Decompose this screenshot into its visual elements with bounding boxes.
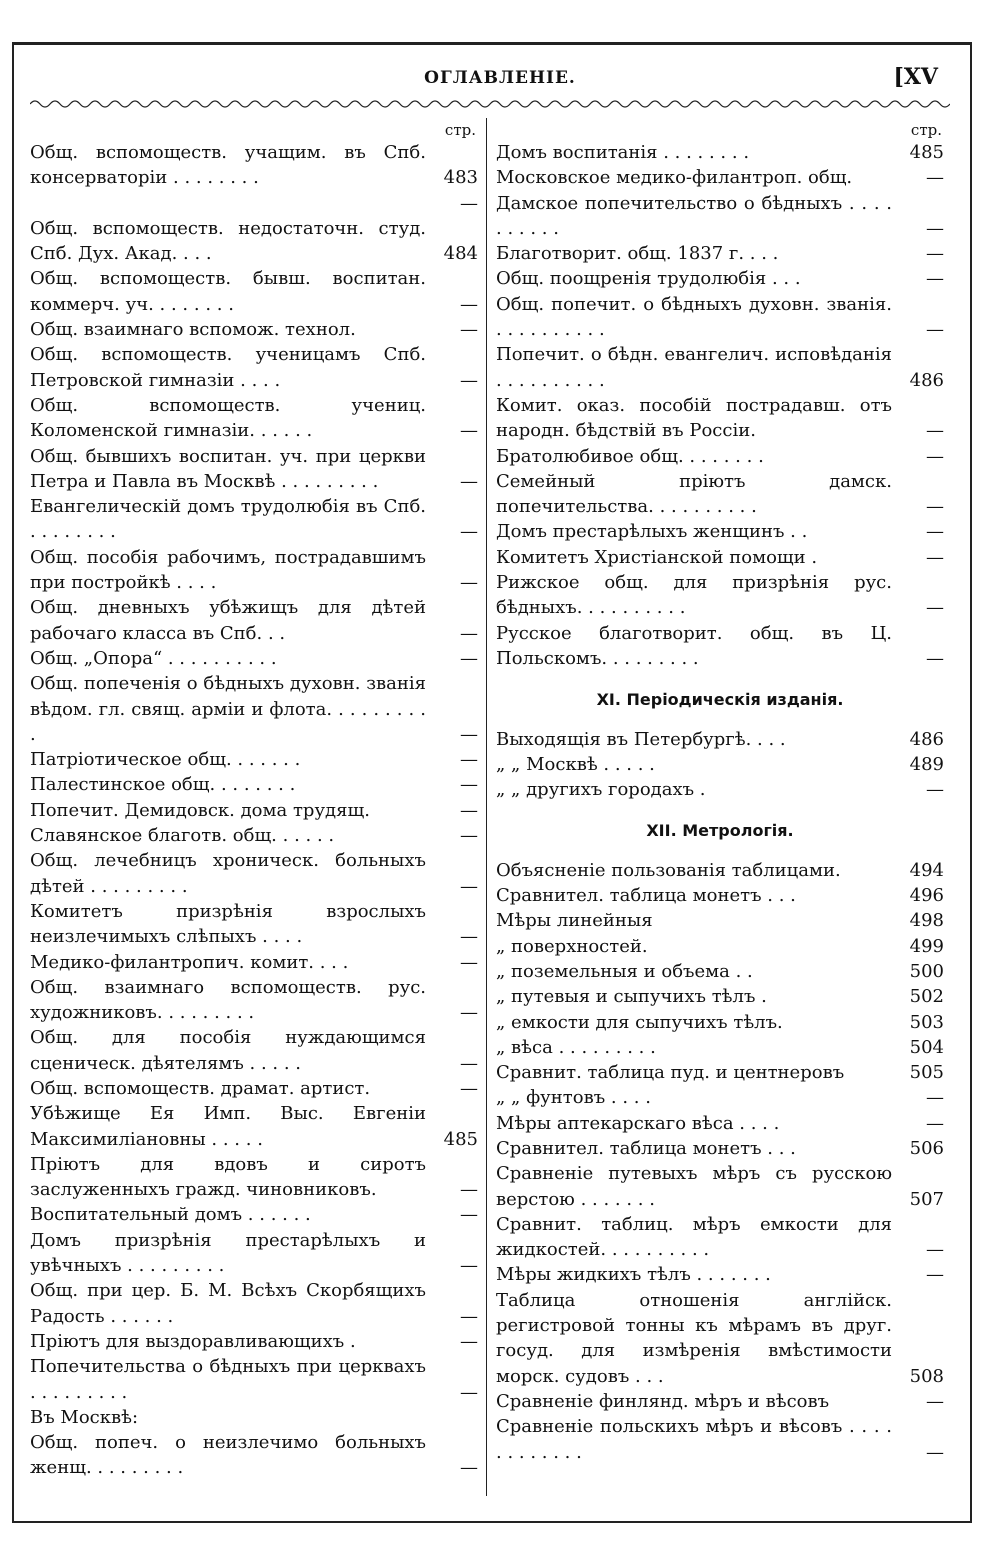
toc-entry-title: Общ. при цер. Б. М. Всѣхъ Скорбящихъ Радость . . . . . . <box>30 1280 426 1327</box>
toc-entry <box>496 1060 944 1085</box>
toc-entry-title: Общ. попеченія о бѣдныхъ духовн. званія вѣдом. гл. свящ. арміи и флота. . . . . . . . . . <box>30 673 426 745</box>
toc-entry-title: „ путевыя и сыпучихъ тѣлъ . <box>496 986 767 1008</box>
toc-entry-title: Общ. вспомоществ. учениц. Коломенской гимназіи. . . . . . <box>30 394 426 442</box>
toc-entry-page: 499 <box>909 935 944 957</box>
toc-entry-page: — <box>926 1264 944 1286</box>
toc-entry-page: — <box>926 1441 944 1463</box>
toc-entry-page: 506 <box>909 1137 944 1159</box>
toc-entry <box>496 469 944 520</box>
toc-entry-page: 507 <box>909 1188 944 1210</box>
toc-entry <box>30 950 478 975</box>
toc-entry-title: Рижское общ. для призрѣнія рус. бѣдныхъ. . . . . . . . . . <box>496 572 892 619</box>
toc-entry <box>30 747 478 772</box>
toc-entry-page: — <box>460 749 478 771</box>
toc-entry-title: Общ. поощренія трудолюбія . . . <box>496 268 801 290</box>
toc-entry-title: Воспитательный домъ . . . . . . <box>30 1204 311 1226</box>
right-column <box>496 120 944 1465</box>
toc-entry-page: 485 <box>909 142 944 163</box>
toc-entry <box>30 1101 478 1152</box>
toc-entry-page: — <box>460 799 478 821</box>
toc-entry-page: 483 <box>443 167 478 189</box>
toc-entry-title: Русское благотворит. общ. въ Ц. Польскомъ. . . . . . . . . <box>496 622 892 669</box>
toc-entry-title: Пріютъ для выздоравливающихъ . <box>30 1330 356 1352</box>
toc-entry-page: 489 <box>909 753 944 775</box>
toc-entry-page: — <box>460 1255 478 1277</box>
toc-entry <box>496 1161 944 1212</box>
toc-entry <box>496 444 944 469</box>
toc-entry <box>496 519 944 544</box>
toc-entry-page: — <box>926 521 944 543</box>
toc-entry-title: „ вѣса . . . . . . . . . <box>496 1036 656 1058</box>
toc-entry-page: — <box>926 243 944 265</box>
toc-entry-page: — <box>926 1390 944 1412</box>
toc-entry <box>30 1405 478 1430</box>
toc-entry-title: Общ. лечебницъ хроническ. больныхъ дѣтей . . . . . . . . . <box>30 850 426 897</box>
toc-entry-page: — <box>926 647 944 669</box>
toc-entry-title: Мѣры линейныя <box>496 910 653 932</box>
toc-entry <box>496 1212 944 1263</box>
column-divider <box>486 118 487 1496</box>
toc-entry-page: — <box>460 572 478 594</box>
toc-entry-title: Медико-филантропич. комит. . . . <box>30 951 349 973</box>
toc-entry <box>30 1152 478 1203</box>
toc-entry-page: — <box>460 622 478 644</box>
toc-entry-title: Пріютъ для вдовъ и сиротъ заслуженныхъ гражд. чиновниковъ. <box>30 1153 426 1201</box>
toc-entry <box>30 1354 478 1405</box>
toc-entry <box>30 444 478 495</box>
toc-entry-page: — <box>460 470 478 492</box>
toc-entry-page: — <box>460 192 478 214</box>
toc-entry-title: Палестинское общ. . . . . . . . <box>30 774 296 796</box>
toc-entry-title: „ поверхностей. <box>496 935 648 957</box>
toc-entry-page: — <box>926 319 944 341</box>
toc-entry <box>30 848 478 899</box>
toc-entry-title: Дамское попечительство о бѣдныхъ . . . . . . . . . . <box>496 192 892 239</box>
toc-entry <box>30 216 478 267</box>
toc-entry <box>496 140 944 165</box>
toc-entry-page: — <box>926 546 944 568</box>
column-head-str: стр. <box>910 121 942 139</box>
toc-entry <box>30 772 478 797</box>
toc-entry-page: — <box>926 445 944 467</box>
toc-entry <box>30 798 478 823</box>
toc-entry-title: Братолюбивое общ. . . . . . . . <box>496 445 764 467</box>
toc-entry <box>30 975 478 1026</box>
toc-entry <box>30 899 478 950</box>
toc-entry-title: Комитетъ Христіанской помощи . <box>496 546 818 568</box>
toc-entry-page: — <box>460 1077 478 1099</box>
toc-entry <box>496 1136 944 1161</box>
toc-entry-title: Убѣжище Ея Имп. Выс. Евгеніи Максимиліановны . . . . . <box>30 1103 426 1150</box>
toc-entry-page: 498 <box>909 910 944 932</box>
toc-entry-page: — <box>460 774 478 796</box>
toc-entry-title: Таблица отношенія англійск. регистровой тонны къ мѣрамъ въ друг. госуд. для измѣренія вмѣстимости морск. судовъ . . . <box>496 1289 892 1387</box>
toc-entry <box>496 1010 944 1035</box>
toc-entry <box>496 1262 944 1287</box>
toc-entry-page: — <box>460 1305 478 1327</box>
toc-entry-page: — <box>460 1179 478 1201</box>
toc-entry-page: 484 <box>443 243 478 265</box>
toc-entry-page: 500 <box>909 960 944 982</box>
toc-entry <box>496 1288 944 1389</box>
toc-entry-page: 502 <box>909 986 944 1008</box>
toc-entry-page: — <box>460 951 478 973</box>
toc-entry <box>30 1228 478 1279</box>
toc-entry-title: Сравнит. таблица пуд. и центнеровъ <box>496 1062 845 1084</box>
toc-entry-title: Въ Москвѣ: <box>30 1406 139 1428</box>
toc-entry-title: Комитетъ призрѣнія взрослыхъ неизлечимыхъ слѣпыхъ . . . . <box>30 900 426 948</box>
toc-entry <box>496 1414 944 1465</box>
toc-entry <box>30 393 478 444</box>
toc-entry-title: Сравненіе финлянд. мѣръ и вѣсовъ <box>496 1390 830 1412</box>
toc-entry <box>496 727 944 752</box>
toc-entry-page: — <box>460 825 478 847</box>
left-entries-list <box>30 140 478 1481</box>
toc-entry-title: Евангелическій домъ трудолюбія въ Спб. . . . . . . . . <box>30 496 426 543</box>
toc-entry-title: Патріотическое общ. . . . . . . <box>30 749 301 771</box>
toc-entry-title: Сравненіе путевыхъ мѣръ съ русскою верстою . . . . . . . <box>496 1163 892 1210</box>
section-heading-xii: XII. Метрологія. <box>646 821 794 841</box>
toc-entry-page: — <box>926 496 944 518</box>
column-head-str: стр. <box>444 121 476 139</box>
toc-entry-page: — <box>460 926 478 948</box>
toc-entry-page: — <box>460 521 478 543</box>
toc-entry-title: „ емкости для сыпучихъ тѣлъ. <box>496 1011 783 1033</box>
toc-entry <box>496 1389 944 1414</box>
toc-entry <box>496 393 944 444</box>
toc-entry-title: Попечительства о бѣдныхъ при церквахъ . . . . . . . . . <box>30 1356 426 1403</box>
section-xii-list <box>496 858 944 1465</box>
toc-entry-title: Объясненіе пользованія таблицами. <box>496 859 841 881</box>
toc-entry-title: Общ. бывшихъ воспитан. уч. при церкви Петра и Павла въ Москвѣ . . . . . . . . . <box>30 445 426 492</box>
toc-entry <box>496 570 944 621</box>
left-column <box>30 120 478 1481</box>
toc-entry-title: Общ. взаимнаго вспомоществ. рус. художниковъ. . . . . . . . . <box>30 976 426 1024</box>
toc-entry-page: — <box>926 217 944 239</box>
toc-entry-title: Общ. вспомоществ. драмат. артист. <box>30 1077 371 1099</box>
toc-entry-title: Общ. попечит. о бѣдныхъ духовн. званія. . . . . . . . . . . <box>496 293 892 341</box>
toc-entry-title: Общ. вспомоществ. ученицамъ Спб. Петровской гимназіи . . . . <box>30 344 426 391</box>
toc-entry-page: 505 <box>909 1062 944 1084</box>
toc-entry <box>496 545 944 570</box>
toc-entry-page: 486 <box>909 369 944 391</box>
section-xi-list <box>496 727 944 803</box>
toc-entry <box>496 959 944 984</box>
toc-entry-page: — <box>926 268 944 290</box>
toc-entry-page: — <box>460 1381 478 1403</box>
toc-entry-page: — <box>460 369 478 391</box>
toc-entry-title: Домъ воспитанія . . . . . . . . <box>496 142 750 163</box>
toc-entry-page: 485 <box>443 1128 478 1150</box>
toc-entry-page: 494 <box>909 859 944 881</box>
toc-entry-title: Выходящія въ Петербургѣ. . . . <box>496 728 786 750</box>
toc-entry <box>30 1202 478 1227</box>
toc-entry-title: Общ. вспомоществ. учащим. въ Спб. консерваторіи . . . . . . . . <box>30 142 426 189</box>
toc-entry <box>30 317 478 342</box>
toc-entry <box>30 140 478 191</box>
toc-entry-page: — <box>926 1239 944 1261</box>
toc-entry <box>496 621 944 672</box>
toc-entry <box>30 646 478 671</box>
toc-entry-title: Общ. вспомоществ. недостаточн. студ. Спб. Дух. Акад. . . . <box>30 217 426 265</box>
toc-entry-page: — <box>926 779 944 801</box>
toc-entry <box>496 1111 944 1136</box>
toc-entry-page: 503 <box>909 1011 944 1033</box>
toc-entry-title: „ „ фунтовъ . . . . <box>496 1087 651 1109</box>
toc-entry-title: Домъ престарѣлыхъ женщинъ . . <box>496 521 808 543</box>
toc-entry-page: — <box>460 723 478 745</box>
toc-entry <box>496 934 944 959</box>
page-title: ОГЛАВЛЕНІЕ. <box>424 68 576 88</box>
toc-entry <box>30 191 478 216</box>
toc-entry-page: — <box>460 1330 478 1352</box>
toc-entry-title: Мѣры жидкихъ тѣлъ . . . . . . . <box>496 1264 771 1286</box>
toc-entry <box>30 1430 478 1481</box>
toc-entry-title: Славянское благотв. общ. . . . . . <box>30 825 335 847</box>
toc-entry <box>30 1329 478 1354</box>
toc-entry-title: Попечит. о бѣдн. евангелич. исповѣданія . . . . . . . . . . <box>496 344 892 391</box>
toc-entry <box>496 858 944 883</box>
toc-entry-page: 486 <box>909 728 944 750</box>
toc-entry-title: Сравнител. таблица монетъ . . . <box>496 885 796 907</box>
toc-entry-page: — <box>926 1112 944 1134</box>
toc-entry-title: Попечит. Демидовск. дома трудящ. <box>30 799 370 821</box>
toc-entry-title: Общ. „Опора“ . . . . . . . . . . <box>30 647 277 669</box>
toc-entry-title: Сравнител. таблица монетъ . . . <box>496 1137 796 1159</box>
toc-entry-title: Домъ призрѣнія престарѣлыхъ и увѣчныхъ . . . . . . . . . <box>30 1229 426 1277</box>
toc-entry-title: „ „ другихъ городахъ . <box>496 779 706 801</box>
toc-entry-page: — <box>460 420 478 442</box>
toc-entry-page: — <box>460 293 478 315</box>
toc-entry <box>496 292 944 343</box>
toc-entry-page: — <box>460 1002 478 1024</box>
toc-entry <box>496 908 944 933</box>
toc-entry-title: „ „ Москвѣ . . . . . <box>496 753 655 775</box>
toc-entry-page: 504 <box>909 1036 944 1058</box>
toc-entry <box>30 823 478 848</box>
toc-entry-title: Общ. попеч. о неизлечимо больныхъ женщ. . . . . . . . . <box>30 1432 426 1479</box>
toc-entry <box>30 266 478 317</box>
toc-entry-page: 496 <box>909 885 944 907</box>
toc-entry-page: — <box>460 647 478 669</box>
toc-entry <box>496 266 944 291</box>
toc-entry <box>496 1035 944 1060</box>
toc-entry <box>30 545 478 596</box>
toc-entry-title: Сравнит. таблиц. мѣръ емкости для жидкостей. . . . . . . . . . <box>496 1213 892 1261</box>
toc-entry-page: — <box>926 1087 944 1109</box>
toc-entry-title: „ поземельныя и объема . . <box>496 960 753 982</box>
toc-entry <box>496 752 944 777</box>
toc-entry <box>30 1278 478 1329</box>
toc-entry-title: Общ. дневныхъ убѣжищъ для дѣтей рабочаго класса въ Спб. . . <box>30 597 426 644</box>
toc-entry-page: 508 <box>909 1365 944 1387</box>
page-number: [XV <box>893 64 938 90</box>
toc-entry-title: Общ. пособія рабочимъ, пострадавшимъ при постройкѣ . . . . <box>30 546 426 594</box>
toc-entry-page: — <box>460 1204 478 1226</box>
toc-entry <box>496 883 944 908</box>
toc-entry-title: Благотворит. общ. 1837 г. . . . <box>496 243 779 265</box>
toc-entry <box>496 984 944 1009</box>
toc-entry-title: Московское медико-филантроп. общ. <box>496 167 853 189</box>
toc-entry <box>496 777 944 802</box>
toc-entry <box>30 342 478 393</box>
decorative-wavy-rule <box>30 96 950 112</box>
toc-entry-page: — <box>460 1052 478 1074</box>
toc-entry <box>30 671 478 747</box>
toc-entry <box>30 1025 478 1076</box>
toc-entry <box>496 342 944 393</box>
toc-entry-title: Общ. для пособія нуждающимся сценическ. дѣятелямъ . . . . . <box>30 1027 426 1074</box>
toc-entry <box>496 241 944 266</box>
toc-entry-title: Сравненіе польскихъ мѣръ и вѣсовъ . . . . . . . . . . . . <box>496 1416 892 1463</box>
toc-entry-page: — <box>926 167 944 189</box>
toc-entry-title: Общ. вспомоществ. бывш. воспитан. коммерч. уч. . . . . . . . <box>30 268 426 315</box>
toc-entry-page: — <box>926 420 944 442</box>
toc-entry-title: Общ. взаимнаго вспомож. технол. <box>30 319 356 341</box>
toc-entry-title: Комит. оказ. пособій пострадавш. отъ народн. бѣдствій въ Россіи. <box>496 394 892 442</box>
toc-entry <box>496 1085 944 1110</box>
toc-entry-page: — <box>460 875 478 897</box>
toc-entry <box>496 191 944 242</box>
toc-entry <box>30 494 478 545</box>
right-entries-list <box>496 140 944 671</box>
toc-entry-page: — <box>926 597 944 619</box>
toc-entry-title: Семейный пріютъ дамск. попечительства. . . . . . . . . . <box>496 470 892 518</box>
toc-entry <box>30 595 478 646</box>
toc-entry <box>30 1076 478 1101</box>
toc-entry <box>496 165 944 190</box>
toc-entry-page: — <box>460 1457 478 1479</box>
toc-entry-title: Мѣры аптекарскаго вѣса . . . . <box>496 1112 780 1134</box>
section-heading-xi: XI. Періодическія изданія. <box>596 690 844 710</box>
toc-entry-page: — <box>460 319 478 341</box>
